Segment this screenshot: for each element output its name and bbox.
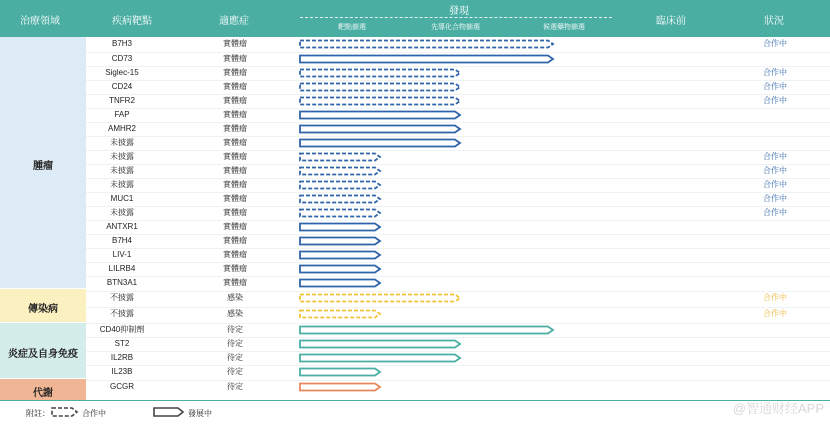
watermark: @智通财经APP bbox=[732, 401, 824, 416]
header-status: 狀況 bbox=[764, 16, 784, 27]
header-target: 疾病靶點 bbox=[112, 16, 152, 27]
indication-cell: 實體瘤 bbox=[223, 250, 247, 259]
progress-arrow-dashed bbox=[300, 84, 460, 91]
target-cell: 未披露 bbox=[110, 152, 134, 161]
target-cell: 未披露 bbox=[110, 166, 134, 175]
target-cell: ST2 bbox=[114, 339, 130, 348]
progress-arrow-solid bbox=[300, 238, 380, 245]
status-badge: 合作中 bbox=[763, 293, 787, 302]
target-cell: LIV-1 bbox=[112, 250, 132, 259]
progress-arrow-solid bbox=[300, 112, 460, 119]
indication-cell: 待定 bbox=[227, 325, 243, 334]
status-badge: 合作中 bbox=[763, 96, 787, 105]
progress-arrow-dashed bbox=[300, 168, 380, 175]
target-cell: BTN3A1 bbox=[106, 278, 138, 287]
header-preclinical: 臨床前 bbox=[656, 16, 686, 27]
status-badge: 合作中 bbox=[763, 194, 787, 203]
footer-dashed-legend: 合作中 bbox=[82, 409, 106, 418]
status-badge: 合作中 bbox=[763, 166, 787, 175]
bottom-rule bbox=[0, 400, 830, 401]
target-cell: B7H4 bbox=[111, 236, 132, 245]
status-badge: 合作中 bbox=[763, 309, 787, 318]
indication-cell: 待定 bbox=[227, 339, 243, 348]
indication-cell: 實體瘤 bbox=[223, 208, 247, 217]
indication-cell: 待定 bbox=[227, 353, 243, 362]
progress-arrow-solid bbox=[300, 252, 380, 259]
indication-cell: 實體瘤 bbox=[223, 236, 247, 245]
status-badge: 合作中 bbox=[763, 68, 787, 77]
status-badge: 合作中 bbox=[763, 152, 787, 161]
target-cell: GCGR bbox=[110, 382, 134, 391]
progress-arrow-dashed bbox=[300, 154, 380, 161]
target-cell: CD40抑制劑 bbox=[99, 325, 145, 334]
indication-cell: 實體瘤 bbox=[223, 194, 247, 203]
status-badge: 合作中 bbox=[763, 180, 787, 189]
progress-arrow-dashed bbox=[300, 210, 380, 217]
footer-solid-legend: 發展中 bbox=[188, 409, 212, 418]
progress-arrow-dashed bbox=[300, 182, 380, 189]
header-stage-2: 先導化合物篩選 bbox=[431, 24, 480, 31]
indication-cell: 感染 bbox=[227, 309, 243, 318]
progress-arrow-solid bbox=[300, 266, 380, 273]
status-badge: 合作中 bbox=[763, 82, 787, 91]
target-cell: LILRB4 bbox=[108, 264, 136, 273]
area-label-infection: 傳染病 bbox=[28, 304, 58, 315]
status-badge: 合作中 bbox=[763, 208, 787, 217]
status-badge: 合作中 bbox=[763, 39, 787, 48]
progress-arrow-dashed bbox=[300, 70, 460, 77]
progress-arrow-dashed bbox=[300, 41, 553, 48]
target-cell: AMHR2 bbox=[107, 124, 136, 133]
footer-note-label: 附註： bbox=[26, 409, 50, 418]
target-cell: CD73 bbox=[111, 54, 133, 63]
indication-cell: 感染 bbox=[227, 293, 243, 302]
progress-arrow-solid bbox=[300, 355, 460, 362]
area-label-metabolic: 代謝 bbox=[33, 388, 53, 399]
header-discovery: 發現 bbox=[449, 6, 469, 17]
indication-cell: 實體瘤 bbox=[223, 96, 247, 105]
header-indication: 適應症 bbox=[219, 16, 249, 27]
indication-cell: 實體瘤 bbox=[223, 278, 247, 287]
area-label-oncology: 腫瘤 bbox=[33, 161, 53, 172]
header-area: 治療領域 bbox=[20, 16, 60, 27]
progress-arrow-dashed bbox=[300, 98, 460, 105]
target-cell: 不披露 bbox=[110, 309, 134, 318]
progress-arrow-dashed bbox=[300, 295, 460, 302]
header-stage-3: 候選藥物篩選 bbox=[543, 24, 585, 31]
header-stage-1: 靶點篩選 bbox=[338, 24, 366, 31]
progress-arrow-solid bbox=[300, 224, 380, 231]
indication-cell: 實體瘤 bbox=[223, 54, 247, 63]
target-cell: Siglec-15 bbox=[105, 68, 139, 77]
indication-cell: 實體瘤 bbox=[223, 39, 247, 48]
target-cell: TNFR2 bbox=[109, 96, 135, 105]
indication-cell: 待定 bbox=[227, 367, 243, 376]
indication-cell: 實體瘤 bbox=[223, 124, 247, 133]
indication-cell: 待定 bbox=[227, 382, 243, 391]
target-cell: CD24 bbox=[111, 82, 133, 91]
progress-arrow-solid bbox=[300, 56, 553, 63]
progress-arrow-dashed bbox=[300, 196, 380, 203]
indication-cell: 實體瘤 bbox=[223, 138, 247, 147]
indication-cell: 實體瘤 bbox=[223, 68, 247, 77]
solid-legend-icon bbox=[152, 406, 186, 418]
target-cell: 未披露 bbox=[110, 208, 134, 217]
target-cell: 未披露 bbox=[110, 180, 134, 189]
target-cell: ANTXR1 bbox=[106, 222, 138, 231]
target-cell: IL2RB bbox=[110, 353, 134, 362]
area-label-immune: 炎症及自身免疫 bbox=[8, 349, 78, 360]
progress-arrow-solid bbox=[300, 369, 380, 376]
indication-cell: 實體瘤 bbox=[223, 152, 247, 161]
progress-arrow-solid bbox=[300, 327, 553, 334]
progress-arrow-solid bbox=[300, 384, 380, 391]
target-cell: FAP bbox=[114, 110, 130, 119]
target-cell: MUC1 bbox=[110, 194, 134, 203]
target-cell: 不披露 bbox=[110, 293, 134, 302]
target-cell: IL23B bbox=[111, 367, 133, 376]
dashed-legend-icon bbox=[50, 406, 80, 418]
indication-cell: 實體瘤 bbox=[223, 180, 247, 189]
indication-cell: 實體瘤 bbox=[223, 166, 247, 175]
progress-arrow-solid bbox=[300, 341, 460, 348]
target-cell: B7H3 bbox=[111, 39, 132, 48]
target-cell: 未披露 bbox=[110, 138, 134, 147]
indication-cell: 實體瘤 bbox=[223, 82, 247, 91]
indication-cell: 實體瘤 bbox=[223, 222, 247, 231]
progress-arrow-solid bbox=[300, 126, 460, 133]
indication-cell: 實體瘤 bbox=[223, 264, 247, 273]
progress-arrow-solid bbox=[300, 140, 460, 147]
progress-arrow-solid bbox=[300, 280, 380, 287]
progress-arrow-dashed bbox=[300, 311, 380, 318]
indication-cell: 實體瘤 bbox=[223, 110, 247, 119]
